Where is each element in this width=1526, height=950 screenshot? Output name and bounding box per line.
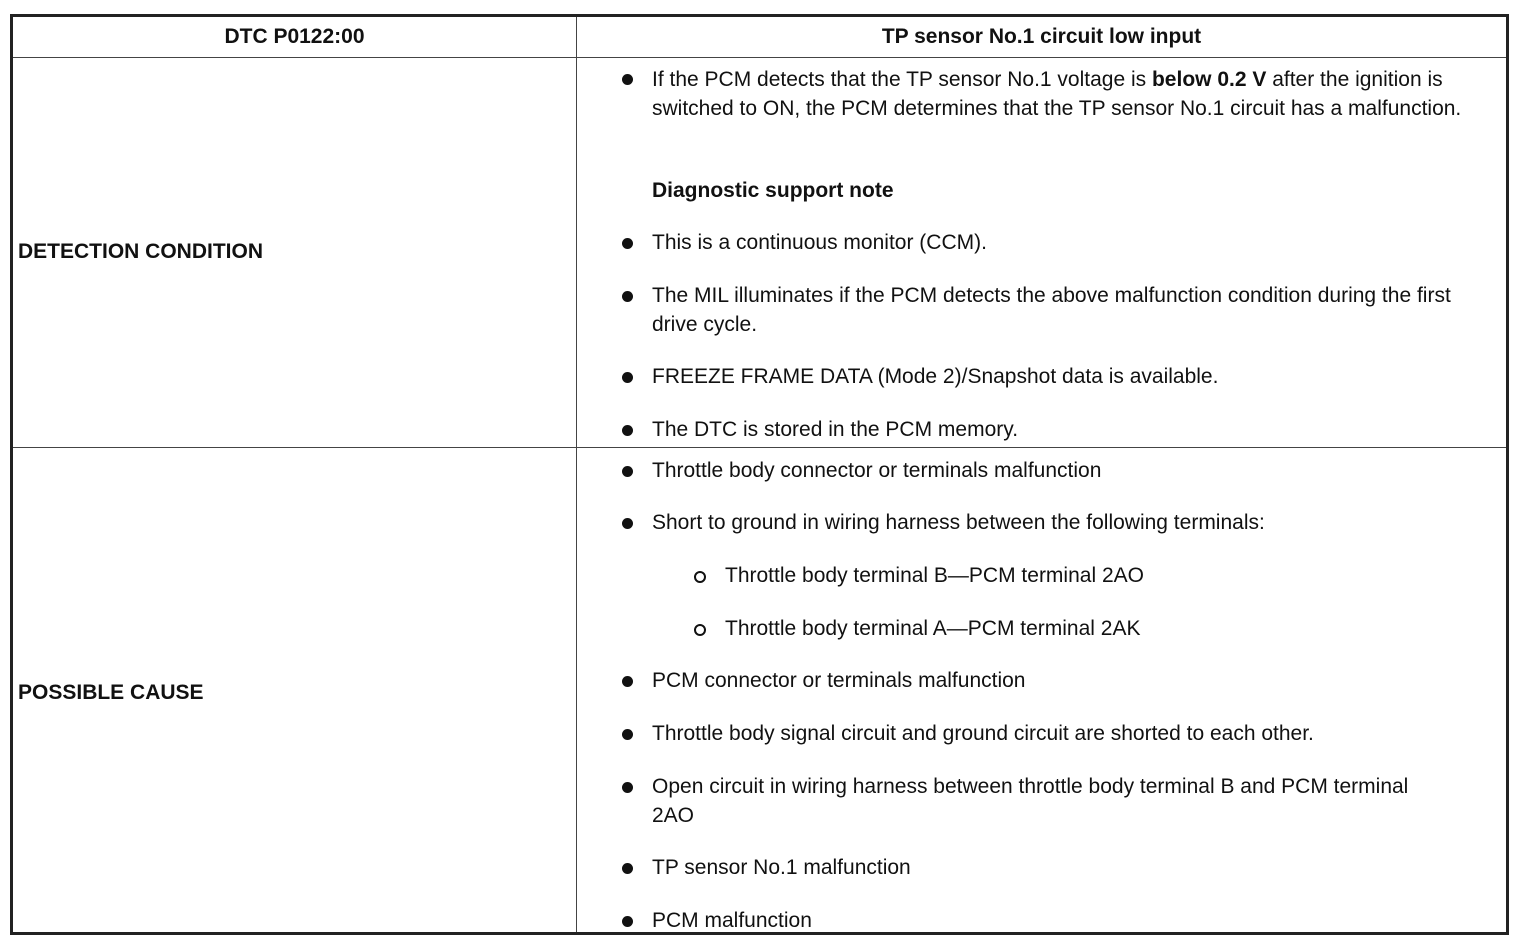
dtc-code-header: DTC P0122:00	[224, 25, 365, 48]
cause-item: Open circuit in wiring harness between throttle body terminal B and PCM terminal 2AO	[652, 775, 1409, 827]
bullet-icon	[622, 425, 633, 436]
cause-item: Throttle body signal circuit and ground circuit are shorted to each other.	[652, 722, 1314, 745]
row-divider-header	[13, 57, 1506, 58]
detection-item: The MIL illuminates if the PCM detects the above malfunction condition during the first drive cycle.	[652, 284, 1451, 336]
bullet-icon	[622, 729, 633, 740]
detection-item: FREEZE FRAME DATA (Mode 2)/Snapshot data is available.	[652, 365, 1219, 388]
bullet-icon	[622, 518, 633, 529]
cause-item: PCM connector or terminals malfunction	[652, 669, 1026, 692]
sub-bullet-icon	[694, 571, 706, 583]
diagnostic-support-note-heading: Diagnostic support note	[652, 179, 894, 202]
bullet-icon	[622, 372, 633, 383]
column-divider	[576, 17, 577, 932]
cause-item: Short to ground in wiring harness between the following terminals:	[652, 511, 1265, 534]
cause-sub-item: Throttle body terminal B—PCM terminal 2AO	[725, 564, 1144, 587]
detection-item: This is a continuous monitor (CCM).	[652, 231, 987, 254]
detection-item-voltage: If the PCM detects that the TP sensor No.1 voltage is below 0.2 V after the ignition is switched to ON, the PCM determines that the TP sensor No.1 circuit has a malfunction.	[652, 68, 1462, 120]
bullet-icon	[622, 676, 633, 687]
possible-cause-label: POSSIBLE CAUSE	[18, 681, 204, 704]
bullet-icon	[622, 74, 633, 85]
dtc-title-header: TP sensor No.1 circuit low input	[881, 25, 1202, 48]
cause-item: TP sensor No.1 malfunction	[652, 856, 911, 879]
sub-bullet-icon	[694, 624, 706, 636]
dtc-table	[10, 14, 1509, 935]
bullet-icon	[622, 291, 633, 302]
detection-condition-label: DETECTION CONDITION	[18, 240, 263, 263]
cause-item: PCM malfunction	[652, 909, 812, 932]
bullet-icon	[622, 238, 633, 249]
bullet-icon	[622, 782, 633, 793]
detection-item: The DTC is stored in the PCM memory.	[652, 418, 1019, 441]
bullet-icon	[622, 916, 633, 927]
cause-item: Throttle body connector or terminals malfunction	[652, 459, 1102, 482]
bullet-icon	[622, 466, 633, 477]
cause-sub-item: Throttle body terminal A—PCM terminal 2AK	[725, 617, 1141, 640]
bullet-icon	[622, 863, 633, 874]
row-divider-detection	[13, 447, 1506, 448]
